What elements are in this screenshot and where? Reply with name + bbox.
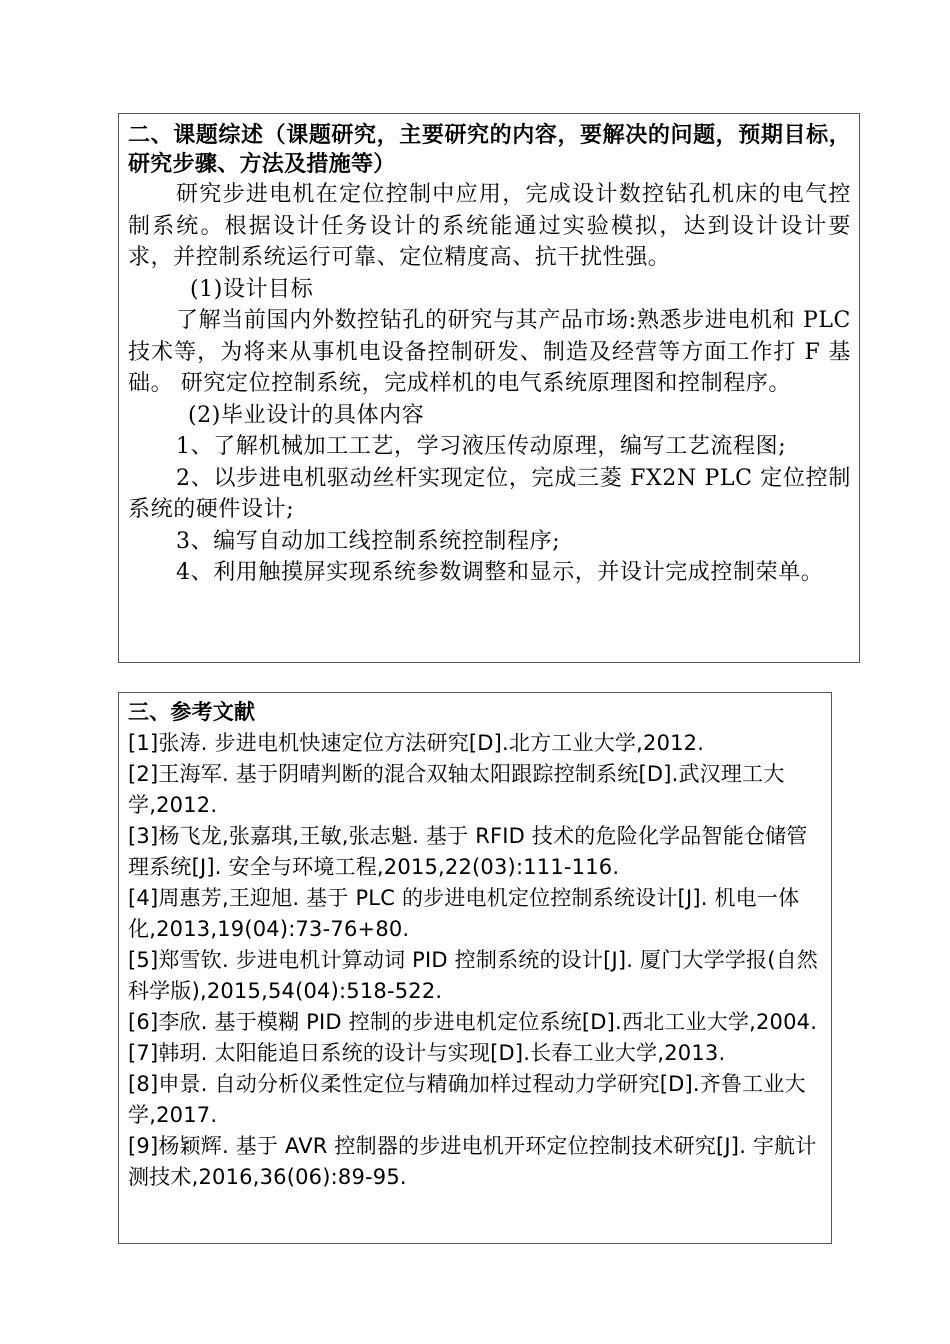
design-goal-subheading: (1)设计目标 [190, 276, 314, 302]
reference-item: [3]杨飞龙,张嘉琪,王敏,张志魁. 基于 RFID 技术的危险化学品智能仓储管理系统[J]. 安全与环境工程,2015,22(03):111-116. [128, 824, 808, 879]
topic-overview-box [118, 113, 860, 663]
content-item-2: 2、以步进电机驱动丝杆实现定位，完成三菱 FX2N PLC 定位控制系统的硬件设计; [128, 465, 851, 522]
specific-content-subheading: (2)毕业设计的具体内容 [188, 402, 425, 428]
reference-item: [7]韩玥. 太阳能追日系统的设计与实现[D].长春工业大学,2013. [128, 1041, 726, 1065]
reference-item: [8]申景. 自动分析仪柔性定位与精确加样过程动力学研究[D].齐鲁工业大学,2017. [128, 1072, 806, 1127]
reference-item: [4]周惠芳,王迎旭. 基于 PLC 的步进电机定位控制系统设计[J]. 机电一体化,2013,19(04):73-76+80. [128, 886, 800, 941]
content-item-4: 4、利用触摸屏实现系统参数调整和显示，并设计完成控制荣单。 [176, 560, 824, 585]
design-goal-paragraph: 了解当前国内外数控钻孔的研究与其产品市场:熟悉步进电机和 PLC 技术等，为将来从事机电设备控制研发、制造及经营等方面工作打 F 基础。 研究定位控制系统，完成样机的电气系统原理图和控制程序。 [128, 308, 851, 396]
reference-item: [2]王海军. 基于阴晴判断的混合双轴太阳跟踪控制系统[D].武汉理工大学,2012. [128, 762, 785, 817]
overview-paragraph: 研究步进电机在定位控制中应用，完成设计数控钻孔机床的电气控制系统。根据设计任务设计的系统能通过实验模拟，达到设计设计要求，并控制系统运行可靠、定位精度高、抗干扰性强。 [128, 182, 851, 270]
references-heading: 三、参考文献 [128, 700, 256, 724]
reference-item: [1]张涛. 步进电机快速定位方法研究[D].北方工业大学,2012. [128, 731, 705, 755]
reference-item: [5]郑雪钦. 步进电机计算动词 PID 控制系统的设计[J]. 厦门大学学报(自然科学版),2015,54(04):518-522. [128, 948, 818, 1003]
reference-item: [9]杨颖辉. 基于 AVR 控制器的步进电机开环定位控制技术研究[J]. 宇航计测技术,2016,36(06):89-95. [128, 1134, 817, 1189]
reference-item: [6]李欣. 基于模糊 PID 控制的步进电机定位系统[D].西北工业大学,2004. [128, 1010, 818, 1034]
references-box [118, 692, 832, 1244]
content-item-1: 1、了解机械加工工艺，学习液压传动原理，编写工艺流程图; [176, 434, 787, 459]
topic-overview-heading: 二、课题综述（课题研究，主要研究的内容，要解决的问题，预期目标，研究步骤、方法及措施等） [128, 122, 851, 177]
content-item-3: 3、编写自动加工线控制系统控制程序; [176, 528, 561, 554]
